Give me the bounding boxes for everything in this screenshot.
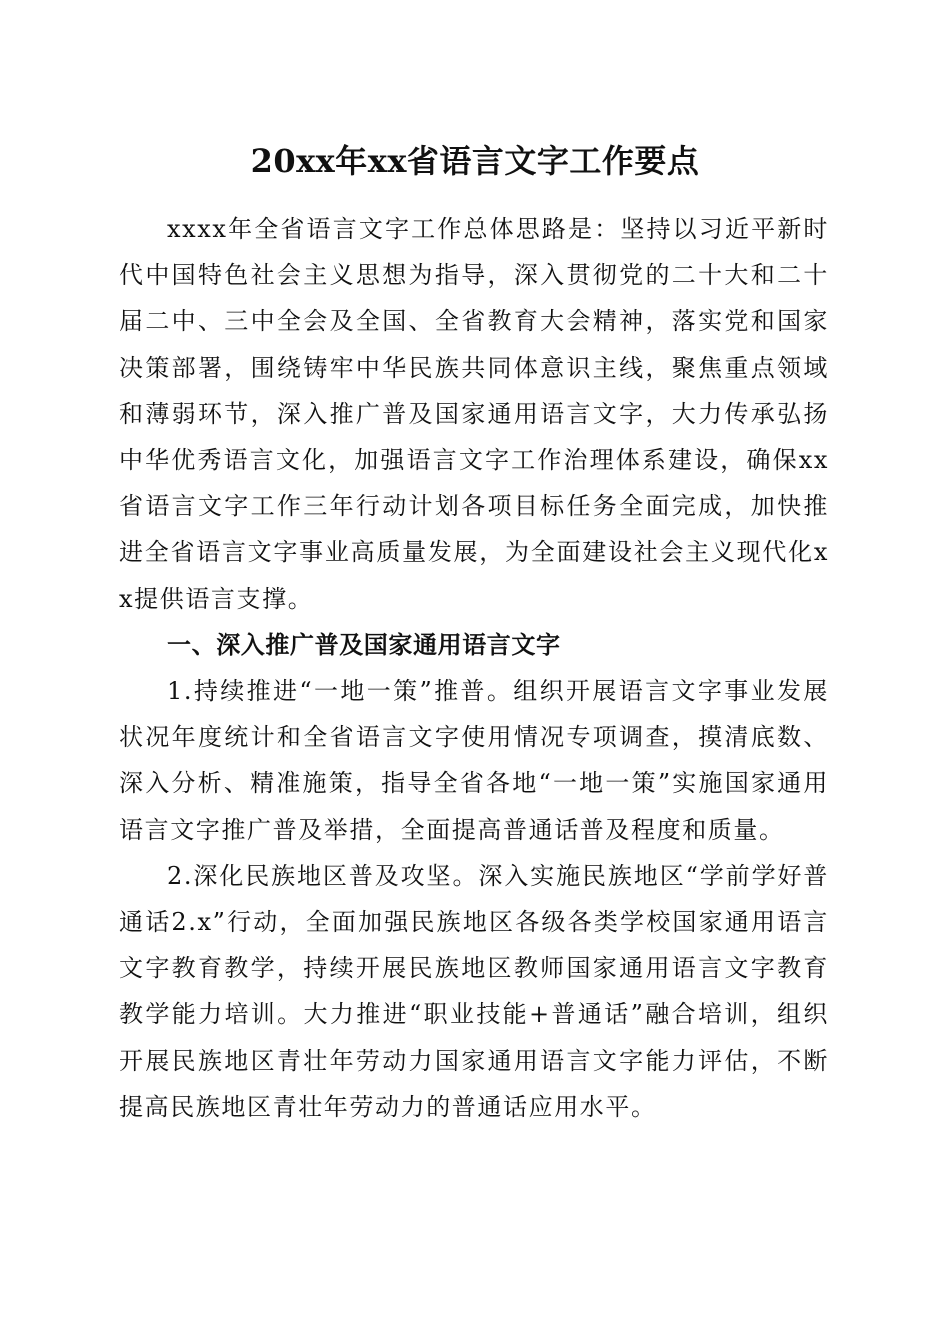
document-title: 20xx年xx省语言文字工作要点: [250, 142, 700, 180]
section-item-1: 1.持续推进“一地一策”推普。组织开展语言文字事业发展状况年度统计和全省语言文字使用情况专项调查，摸清底数、深入分析、精准施策，指导全省各地“一地一策”实施国家通用语言文字推广普及举措，全面提高普通话普及程度和质量。: [119, 677, 829, 844]
intro-paragraph: xxxx年全省语言文字工作总体思路是：坚持以习近平新时代中国特色社会主义思想为指导，深入贯彻党的二十大和二十届二中、三中全会及全国、全省教育大会精神，落实党和国家决策部署，围绕铸牢中华民族共同体意识主线，聚焦重点领域和薄弱环节，深入推广普及国家通用语言文字，大力传承弘扬中华优秀语言文化，加强语言文字工作治理体系建设，确保xx省语言文字工作三年行动计划各项目标任务全面完成，加快推进全省语言文字事业高质量发展，为全面建设社会主义现代化xx提供语言支撑。: [119, 215, 829, 613]
section-heading-1: 一、深入推广普及国家通用语言文字: [167, 630, 561, 659]
section-item-2: 2.深化民族地区普及攻坚。深入实施民族地区“学前学好普通话2.x”行动，全面加强民族地区各级各类学校国家通用语言文字教育教学，持续开展民族地区教师国家通用语言文字教育教学能力培训。大力推进“职业技能+普通话”融合培训，组织开展民族地区青壮年劳动力国家通用语言文字能力评估，不断提高民族地区青壮年劳动力的普通话应用水平。: [119, 861, 829, 1121]
document-body: [119, 206, 829, 1130]
